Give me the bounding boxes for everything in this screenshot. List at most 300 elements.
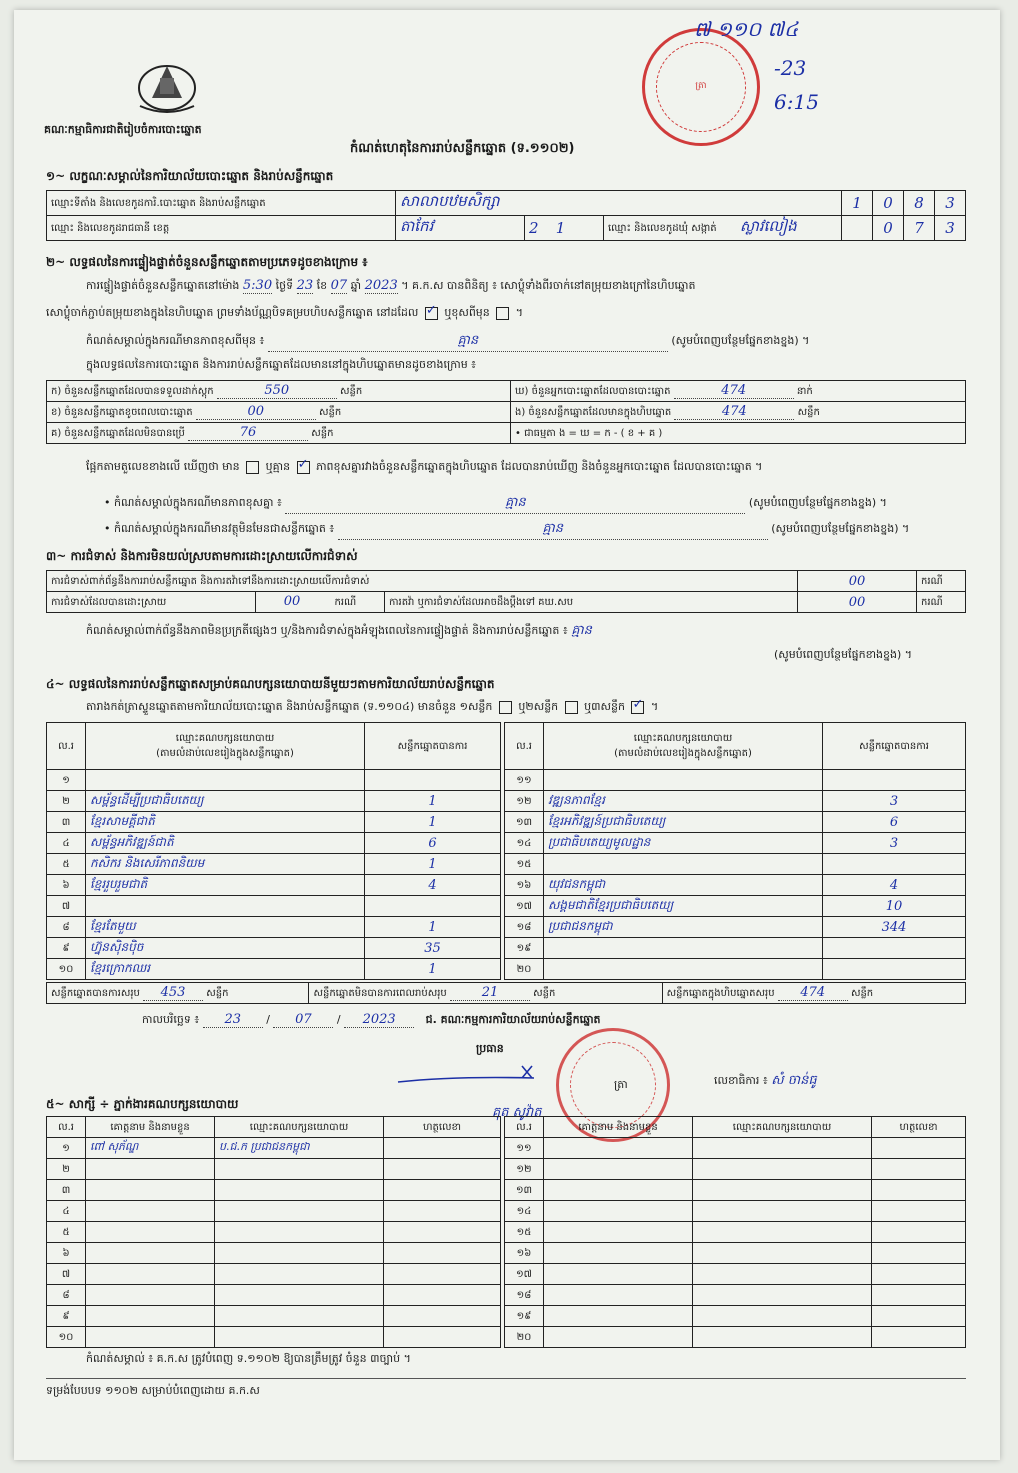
party-row-number: ១០ — [47, 959, 86, 980]
s4-president: ប្រធាន — [476, 1042, 504, 1055]
witness-row-number: ២ — [47, 1159, 86, 1180]
s1-commune: ស្លាវលៀង — [739, 217, 797, 235]
party-row — [505, 896, 966, 917]
s2-bullet1-value: គ្មាន — [285, 494, 745, 514]
witness-name — [86, 1222, 215, 1243]
s2-bullet1-hint: (សូមបំពេញបន្ថែមផ្នែកខាងខ្នង) ។ — [748, 496, 887, 509]
party-row-number: ២០ — [505, 959, 544, 980]
witness-name: ពៅ សុភ័ណ្ឌ — [86, 1138, 215, 1159]
party-row — [47, 875, 501, 896]
witness-party — [215, 1306, 384, 1327]
s2-bullet1-label: • កំណត់សម្គាល់ក្នុងករណីមានភាពខុសគ្នា ៖ — [104, 496, 282, 509]
s2-month: 07 — [330, 278, 348, 293]
s2-label-e: ង) ចំនួនសន្លឹកឆ្នោតដែលមានក្នុងហិបឆ្នោត — [515, 407, 672, 418]
party-votes: 6 — [823, 812, 966, 833]
s2-row-b-left — [47, 402, 511, 423]
s1-commune-digit: 0 — [873, 216, 904, 241]
witness-party — [693, 1180, 872, 1201]
s1-commune-cell — [604, 216, 842, 241]
party-row — [505, 770, 966, 791]
s3-row2-value-cell — [256, 592, 385, 613]
witness-signature — [872, 1327, 966, 1348]
s4-col-party — [86, 723, 365, 770]
s3-row1-label: ការជំទាស់ពាក់ព័ន្ធនឹងការរាប់សន្លឹកឆ្នោត និងការតវ៉ាទៅនឹងការដោះស្រាយលើការជំទាស់ — [47, 571, 798, 592]
witness-row-number: ១២ — [505, 1159, 544, 1180]
s1-code-digit: 0 — [873, 191, 904, 216]
party-row — [47, 959, 501, 980]
party-name: វឌ្ឍនភាពខ្មែរ — [544, 791, 823, 812]
s4-total-invalid: 21 — [450, 985, 530, 1001]
witness-name — [86, 1306, 215, 1327]
witness-party — [215, 1327, 384, 1348]
witness-signature — [872, 1180, 966, 1201]
s4-left-table — [46, 722, 501, 980]
party-name: ខ្មែរសាមគ្គីជាតិ — [86, 812, 365, 833]
s2-check-a: ផ្អែកតាមតួលេខខាងលើ ឃើញថា មាន — [86, 460, 240, 473]
witness-party — [215, 1222, 384, 1243]
s3-note-hint: (សូមបំពេញបន្ថែមផ្នែកខាងខ្នង) ។ — [774, 648, 913, 661]
party-row — [505, 875, 966, 896]
witness-signature — [384, 1159, 501, 1180]
s1-commune-code-gap — [842, 216, 873, 241]
s2-p1c: ខែ — [316, 279, 328, 292]
s2-unit-e: សន្លឹក — [797, 407, 820, 418]
party-row-number: ១១ — [505, 770, 544, 791]
s3-note-value: គ្មាន — [571, 623, 592, 638]
org-name: គណៈកម្មាធិការជាតិរៀបចំការបោះឆ្នោត — [44, 123, 202, 136]
s4-unit: សន្លឹក — [533, 988, 556, 999]
s2-bullet1 — [104, 494, 887, 514]
witness-row-number: ១០ — [47, 1327, 86, 1348]
witness-row — [47, 1243, 501, 1264]
witness-party — [693, 1327, 872, 1348]
witness-signature — [872, 1243, 966, 1264]
s2-row-b-right — [511, 402, 966, 423]
witness-signature — [384, 1243, 501, 1264]
witness-row — [505, 1264, 966, 1285]
witness-signature — [384, 1222, 501, 1243]
party-votes — [823, 770, 966, 791]
s2-unit-c: សន្លឹក — [311, 428, 334, 439]
s2-value-a: 550 — [217, 383, 337, 399]
s4-date-year: 2023 — [344, 1012, 414, 1028]
party-row-number: ១៤ — [505, 833, 544, 854]
party-votes: 1 — [365, 959, 501, 980]
s1-commune-label: ឈ្មោះ និងលេខកូដឃុំ សង្កាត់ — [608, 223, 717, 234]
party-row — [47, 791, 501, 812]
s3-row2-label: ការជំទាស់ដែលបានដោះស្រាយ — [47, 592, 256, 613]
party-votes: 3 — [823, 791, 966, 812]
s1-commune-digit: 3 — [935, 216, 966, 241]
witness-party — [693, 1285, 872, 1306]
witness-row-number: ១៥ — [505, 1222, 544, 1243]
witness-signature — [872, 1264, 966, 1285]
s5-col-name: គោត្តនាម និងនាមខ្លួន — [544, 1117, 693, 1138]
no-diff-checkbox[interactable] — [297, 461, 310, 474]
s2-p1d: ឆ្នាំ — [350, 279, 362, 292]
party-row-number: ៥ — [47, 854, 86, 875]
s4-col-party-title: ឈ្មោះគណបក្សនយោបាយ — [175, 733, 275, 744]
witness-row-number: ៩ — [47, 1306, 86, 1327]
s4-committee: ជ. គណៈកម្មការការិយាល័យរាប់សន្លឹកឆ្នោត — [425, 1013, 601, 1026]
party-name: សម្ព័ន្ធដើម្បីប្រជាធិបតេយ្យ — [86, 791, 365, 812]
s2-label-b: ខ) ចំនួនសន្លឹកឆ្នោតខូចពេលបោះឆ្នោត — [51, 407, 193, 418]
s4-date-line: កាលបរិច្ឆេទ ៖ 23 / 07 / 2023 ជ. គណៈកម្មការការិយាល័យរាប់សន្លឹកឆ្នោត — [142, 1012, 601, 1027]
party-votes: 4 — [823, 875, 966, 896]
party-votes: 344 — [823, 917, 966, 938]
witness-row — [505, 1243, 966, 1264]
party-name — [544, 770, 823, 791]
form-title: កំណត់ហេតុនៃការរាប់សន្លឹកឆ្នោត (ទ.១១០២) — [350, 141, 575, 156]
witness-party: ប.ជ.ក ប្រជាជនកម្ពុជា — [215, 1138, 384, 1159]
witness-row — [47, 1222, 501, 1243]
party-row-number: ១ — [47, 770, 86, 791]
s2-check-b: ឬគ្មាន — [265, 460, 291, 473]
witness-row — [505, 1159, 966, 1180]
party-name: សង្គមជាតិខ្មែរប្រជាធិបតេយ្យ — [544, 896, 823, 917]
party-row-number: ១២ — [505, 791, 544, 812]
party-name — [544, 854, 823, 875]
party-row-number: ១៥ — [505, 854, 544, 875]
s4-total-valid-cell — [47, 983, 309, 1004]
s2-label-c: គ) ចំនួនសន្លឹកឆ្នោតដែលមិនបានប្រើ — [51, 428, 185, 439]
witness-row — [47, 1306, 501, 1327]
witness-row — [47, 1264, 501, 1285]
party-row-number: ១៩ — [505, 938, 544, 959]
s4-unit: សន្លឹក — [206, 988, 229, 999]
section1-table — [46, 190, 966, 241]
s4-date-month: 07 — [273, 1012, 333, 1028]
s2-value-b: 00 — [196, 404, 316, 420]
party-votes — [365, 896, 501, 917]
witness-name — [544, 1285, 693, 1306]
s4-col-no: ល.រ — [47, 723, 86, 770]
witness-signature — [872, 1222, 966, 1243]
stamp-note-3: 6:15 — [774, 90, 819, 114]
s3-row1-unit: ករណី — [917, 571, 966, 592]
witness-row — [47, 1180, 501, 1201]
s3-note — [86, 622, 976, 641]
s1-code-digit: 1 — [842, 191, 873, 216]
witness-party — [693, 1306, 872, 1327]
party-row — [505, 833, 966, 854]
s2-day: 23 — [296, 278, 314, 293]
s5-col-sign: ហត្ថលេខា — [384, 1117, 501, 1138]
s1-prov-code — [525, 216, 604, 241]
s2-p1a: ការផ្ទៀងផ្ទាត់ចំនួនសន្លឹកឆ្នោតនៅម៉ោង — [86, 279, 240, 292]
s2-year: 2023 — [364, 278, 398, 293]
s2-unit-a: សន្លឹក — [339, 386, 363, 397]
party-row — [505, 917, 966, 938]
two-sheet-checkbox[interactable] — [565, 701, 578, 714]
witness-signature — [384, 1285, 501, 1306]
witness-row-number: ១៧ — [505, 1264, 544, 1285]
witness-signature — [872, 1201, 966, 1222]
president-signature — [394, 1060, 554, 1094]
nec-logo — [132, 48, 202, 118]
party-votes: 6 — [365, 833, 501, 854]
footer-form-ref: ទម្រង់បែបបទ ១១០២ សម្រាប់បំពេញដោយ គ.ក.ស — [46, 1384, 260, 1397]
s4-date-day: 23 — [203, 1012, 263, 1028]
s4-totals — [46, 982, 966, 1004]
s4-col-party-title: ឈ្មោះគណបក្សនយោបាយ — [633, 733, 733, 744]
party-name — [544, 938, 823, 959]
s3-row2-value: 00 — [283, 594, 301, 609]
witness-signature — [872, 1306, 966, 1327]
witness-name — [86, 1285, 215, 1306]
party-votes: 1 — [365, 791, 501, 812]
witness-signature — [872, 1159, 966, 1180]
witness-name — [544, 1264, 693, 1285]
s2-bullet2 — [104, 520, 909, 540]
witness-row-number: ៥ — [47, 1222, 86, 1243]
s2-check-c: ភាពខុសគ្នារវាងចំនួនសន្លឹកឆ្នោតក្នុងហិបឆ្នោត ដែលបានរាប់ឃើញ និងចំនួនអ្នកបោះឆ្នោត ដែលបានបោះឆ្នោត ។ — [316, 460, 763, 473]
witness-signature — [872, 1138, 966, 1159]
party-votes — [365, 770, 501, 791]
s2-time: 5:30 — [242, 278, 273, 293]
s1-row1-value: សាលាបឋមសិក្សា — [396, 191, 842, 216]
witness-row-number: ១១ — [505, 1138, 544, 1159]
witness-row — [47, 1159, 501, 1180]
stamp-note-2: -23 — [774, 56, 807, 80]
s2-check-line — [86, 460, 976, 476]
witness-row — [505, 1201, 966, 1222]
party-row-number: ២ — [47, 791, 86, 812]
s2-note — [86, 332, 976, 352]
one-sheet-checkbox[interactable] — [499, 701, 512, 714]
party-row — [47, 833, 501, 854]
witness-row — [505, 1180, 966, 1201]
s2-label-d: ឃ) ចំនួនអ្នកបោះឆ្នោតដែលបានបោះឆ្នោត — [515, 386, 671, 397]
witness-name — [544, 1180, 693, 1201]
witness-name — [544, 1222, 693, 1243]
party-votes: 4 — [365, 875, 501, 896]
s1-code-digit: 8 — [904, 191, 935, 216]
three-sheet-checkbox[interactable] — [631, 701, 644, 714]
witness-row-number: ៨ — [47, 1285, 86, 1306]
s2-p2-or: ឬខុសពីមុន — [444, 306, 490, 319]
witness-row-number: ១ — [47, 1138, 86, 1159]
party-row — [47, 938, 501, 959]
witness-signature — [384, 1306, 501, 1327]
footer-note: កំណត់សម្គាល់ ៖ គ.ក.ស ត្រូវបំពេញ ទ.១១០២ ឱ្យបានត្រឹមត្រូវ ចំនួន ៣ច្បាប់ ។ — [86, 1352, 411, 1365]
witness-party — [693, 1222, 872, 1243]
witness-row-number: ១៩ — [505, 1306, 544, 1327]
witness-signature — [384, 1138, 501, 1159]
s2-counts-table — [46, 380, 966, 444]
witness-name — [544, 1201, 693, 1222]
s1-row2-label: ឈ្មោះ និងលេខកូដរាជធានី ខេត្ត — [47, 216, 396, 241]
s5-left-table — [46, 1116, 501, 1348]
witness-signature — [384, 1201, 501, 1222]
witness-row-number: ៤ — [47, 1201, 86, 1222]
s3-row2-value-b: 00 — [798, 592, 917, 613]
witness-signature — [384, 1180, 501, 1201]
witness-row-number: ១៤ — [505, 1201, 544, 1222]
witness-name — [544, 1159, 693, 1180]
witness-row-number: ១៨ — [505, 1285, 544, 1306]
s4-seal-label: ត្រា — [614, 1078, 628, 1091]
party-votes — [823, 854, 966, 875]
witness-row — [47, 1138, 501, 1159]
witness-row-number: ១៣ — [505, 1180, 544, 1201]
party-votes — [823, 938, 966, 959]
s4-intro: តារាងកត់ត្រាស្ទួនឆ្នោតតាមការិយាល័យបោះឆ្នោត និងរាប់សន្លឹកឆ្នោត (ទ.១១០៤) មានចំនួន ១សន្លឹក ឬ២សន្លឹក ឬ៣សន្លឹក ✓ ។ — [86, 700, 658, 716]
witness-party — [215, 1243, 384, 1264]
witness-row — [47, 1327, 501, 1348]
section3-table — [46, 570, 966, 613]
witness-row-number: ២០ — [505, 1327, 544, 1348]
s4-total-box-label: សន្លឹកឆ្នោតក្នុងហិបឆ្នោតសរុប — [666, 988, 775, 999]
s5-col-party: ឈ្មោះគណបក្សនយោបាយ — [215, 1117, 384, 1138]
s1-province: តាកែវ — [396, 216, 525, 241]
s3-note-label: កំណត់សម្គាល់ពាក់ព័ន្ធនឹងភាពមិនប្រក្រតីផ្សេងៗ ឬ/និងការជំទាស់ក្នុងអំឡុងពេលនៃការផ្ទៀងផ្ទាត់ និងការរាប់សន្លឹកឆ្នោត ៖ — [86, 624, 568, 637]
witness-row-number: ៦ — [47, 1243, 86, 1264]
different-checkbox[interactable] — [496, 307, 509, 320]
s2-value-d: 474 — [674, 383, 794, 399]
witness-party — [693, 1264, 872, 1285]
party-votes: 1 — [365, 812, 501, 833]
s4-col-votes: សន្លឹកឆ្នោតបានការ — [823, 723, 966, 770]
witness-party — [693, 1159, 872, 1180]
s2-bullet2-hint: (សូមបំពេញបន្ថែមផ្នែកខាងខ្នង) ។ — [771, 522, 910, 535]
stamp-note-1: ៧ ១១០ ៧៤ — [694, 17, 799, 41]
s2-value-c: 76 — [188, 425, 308, 441]
party-votes — [823, 959, 966, 980]
s1-prov-digit: 1 — [555, 219, 566, 237]
s4-date-label: កាលបរិច្ឆេទ ៖ — [142, 1013, 200, 1026]
s4-opt3: ឬ៣សន្លឹក — [584, 700, 625, 713]
party-name — [86, 770, 365, 791]
party-row-number: ១៣ — [505, 812, 544, 833]
party-name: ខ្មែររួបរួមជាតិ — [86, 875, 365, 896]
s2-label-a: ក) ចំនួនសន្លឹកឆ្នោតដែលបានទទួលដាក់ស្តុក — [51, 386, 214, 397]
s2-note-value: គ្មាន — [268, 332, 668, 352]
s3-row2-unit: ករណី — [334, 597, 357, 608]
witness-name — [544, 1327, 693, 1348]
s5-col-name: គោត្តនាម និងនាមខ្លួន — [86, 1117, 215, 1138]
s4-total-valid-label: សន្លឹកឆ្នោតបានការសរុប — [51, 988, 140, 999]
witness-row — [505, 1138, 966, 1159]
witness-row — [47, 1285, 501, 1306]
party-row-number: ៨ — [47, 917, 86, 938]
s2-p1e: ។ គ.ក.ស បានពិនិត្យ ៖ សោប្លុំទាំងពីរចាក់នៅតម្រុយខាងក្រៅនៃហិបឆ្នោត — [401, 279, 696, 292]
witness-name — [86, 1180, 215, 1201]
s4-col-party-sub: (តាមលំដាប់លេខរៀងក្នុងសន្លឹកឆ្នោត) — [156, 748, 294, 759]
party-row — [505, 938, 966, 959]
party-row — [47, 854, 501, 875]
party-row — [505, 854, 966, 875]
party-row — [505, 812, 966, 833]
party-row-number: ១៧ — [505, 896, 544, 917]
party-row — [47, 770, 501, 791]
party-row-number: ៩ — [47, 938, 86, 959]
party-name: ខ្មែរតែមួយ — [86, 917, 365, 938]
party-name: ខ្មែរអភិវឌ្ឍន៍ប្រជាធិបតេយ្យ — [544, 812, 823, 833]
witness-row — [47, 1201, 501, 1222]
has-diff-checkbox[interactable] — [246, 461, 259, 474]
witness-name — [544, 1243, 693, 1264]
party-name: សម្ព័ន្ធអភិវឌ្ឍន៍ជាតិ — [86, 833, 365, 854]
s5-right-table — [504, 1116, 966, 1348]
section4-title: ៤~ លទ្ធផលនៃការរាប់សន្លឹកឆ្នោតសម្រាប់គណបក្សនយោបាយនីមួយៗតាមការិយាល័យរាប់សន្លឹកឆ្នោត — [46, 677, 495, 691]
s4-total-invalid-cell — [309, 983, 662, 1004]
party-row-number: ៣ — [47, 812, 86, 833]
s4-total-box-cell — [662, 983, 965, 1004]
s1-code-digit: 3 — [935, 191, 966, 216]
witness-party — [693, 1201, 872, 1222]
s5-col-no: ល.រ — [505, 1117, 544, 1138]
witness-row-number: ៧ — [47, 1264, 86, 1285]
s4-secretary — [714, 1072, 817, 1091]
witness-row-number: ១៦ — [505, 1243, 544, 1264]
party-row-number: ៧ — [47, 896, 86, 917]
s4-opt2: ឬ២សន្លឹក — [518, 700, 559, 713]
form-page — [14, 10, 1000, 1460]
s2-note-label: កំណត់សម្គាល់ក្នុងករណីមានភាពខុសពីមុន ៖ — [86, 334, 265, 347]
witness-party — [215, 1180, 384, 1201]
same-checkbox[interactable] — [425, 307, 438, 320]
witness-party — [693, 1243, 872, 1264]
s5-col-party: ឈ្មោះគណបក្សនយោបាយ — [693, 1117, 872, 1138]
s2-fill-hint: (សូមបំពេញបន្ថែមផ្នែកខាងខ្នង) ។ — [671, 334, 810, 347]
s1-commune-digit: 7 — [904, 216, 935, 241]
s4-total-valid: 453 — [143, 985, 203, 1001]
s4-col-party-sub: (តាមលំដាប់លេខរៀងក្នុងសន្លឹកឆ្នោត) — [614, 748, 752, 759]
witness-party — [693, 1138, 872, 1159]
s5-col-no: ល.រ — [47, 1117, 86, 1138]
s2-unit-b: សន្លឹក — [318, 407, 342, 418]
witness-signature — [872, 1285, 966, 1306]
s4-total-box: 474 — [778, 985, 848, 1001]
party-name: យុវជនកម្ពុជា — [544, 875, 823, 896]
s4-total-invalid-label: សន្លឹកឆ្នោតមិនបានការពេលរាប់សរុប — [313, 988, 447, 999]
s3-row2-unit-b: ករណី — [917, 592, 966, 613]
party-row — [505, 959, 966, 980]
witness-row — [505, 1222, 966, 1243]
s2-unit-d: នាក់ — [796, 386, 813, 397]
s4-intro-text: តារាងកត់ត្រាស្ទួនឆ្នោតតាមការិយាល័យបោះឆ្នោត និងរាប់សន្លឹកឆ្នោត (ទ.១១០៤) មានចំនួន ១សន្លឹក — [86, 700, 493, 713]
s2-para2: សោប្លុំចាក់ភ្ជាប់តម្រុយខាងក្នុងនៃហិបឆ្នោត ព្រមទាំងប័ណ្ណបិទគម្របហិបសន្លឹកឆ្នោត នៅដដែល ✓ ឬខុសពីមុន ។ — [46, 306, 523, 322]
s4-col-votes: សន្លឹកឆ្នោតបានការ — [365, 723, 501, 770]
witness-party — [215, 1159, 384, 1180]
party-row-number: ១៦ — [505, 875, 544, 896]
witness-party — [215, 1201, 384, 1222]
s2-row-c-left — [47, 423, 511, 444]
party-votes: 1 — [365, 854, 501, 875]
party-row — [47, 896, 501, 917]
s4-witness-name: គុត សូវ៉ាត — [492, 1105, 542, 1120]
witness-signature — [384, 1327, 501, 1348]
party-row-number: ៤ — [47, 833, 86, 854]
s2-p2: សោប្លុំចាក់ភ្ជាប់តម្រុយខាងក្នុងនៃហិបឆ្នោត ព្រមទាំងប័ណ្ណបិទគម្របហិបសន្លឹកឆ្នោត នៅដដែល — [46, 306, 419, 319]
party-votes: 3 — [823, 833, 966, 854]
s2-formula: • ជាធម្មតា ង = ឃ = ក - ( ខ + គ ) — [511, 423, 966, 444]
s4-col-party — [544, 723, 823, 770]
witness-name — [86, 1327, 215, 1348]
party-name — [544, 959, 823, 980]
witness-signature — [384, 1264, 501, 1285]
witness-party — [215, 1264, 384, 1285]
s3-row2-label-b: ការតវ៉ា ឬការជំទាស់ដែលអាចដឹងប្តឹងទៅ គឃ.សប — [385, 592, 798, 613]
s5-col-sign: ហត្ថលេខា — [872, 1117, 966, 1138]
section1-title: ១~ លក្ខណៈសម្គាល់នៃការិយាល័យបោះឆ្នោត និងរាប់សន្លឹកឆ្នោត — [46, 169, 334, 183]
s2-bullet2-label: • កំណត់សម្គាល់ក្នុងករណីមានវត្ថុមិនមែនជាសន្លឹកឆ្នោត ៖ — [104, 522, 335, 535]
s4-secretary-label: លេខាធិការ ៖ — [714, 1074, 768, 1087]
witness-row — [505, 1327, 966, 1348]
s4-unit: សន្លឹក — [850, 988, 874, 999]
party-name: ប្រជាជនកម្ពុជា — [544, 917, 823, 938]
